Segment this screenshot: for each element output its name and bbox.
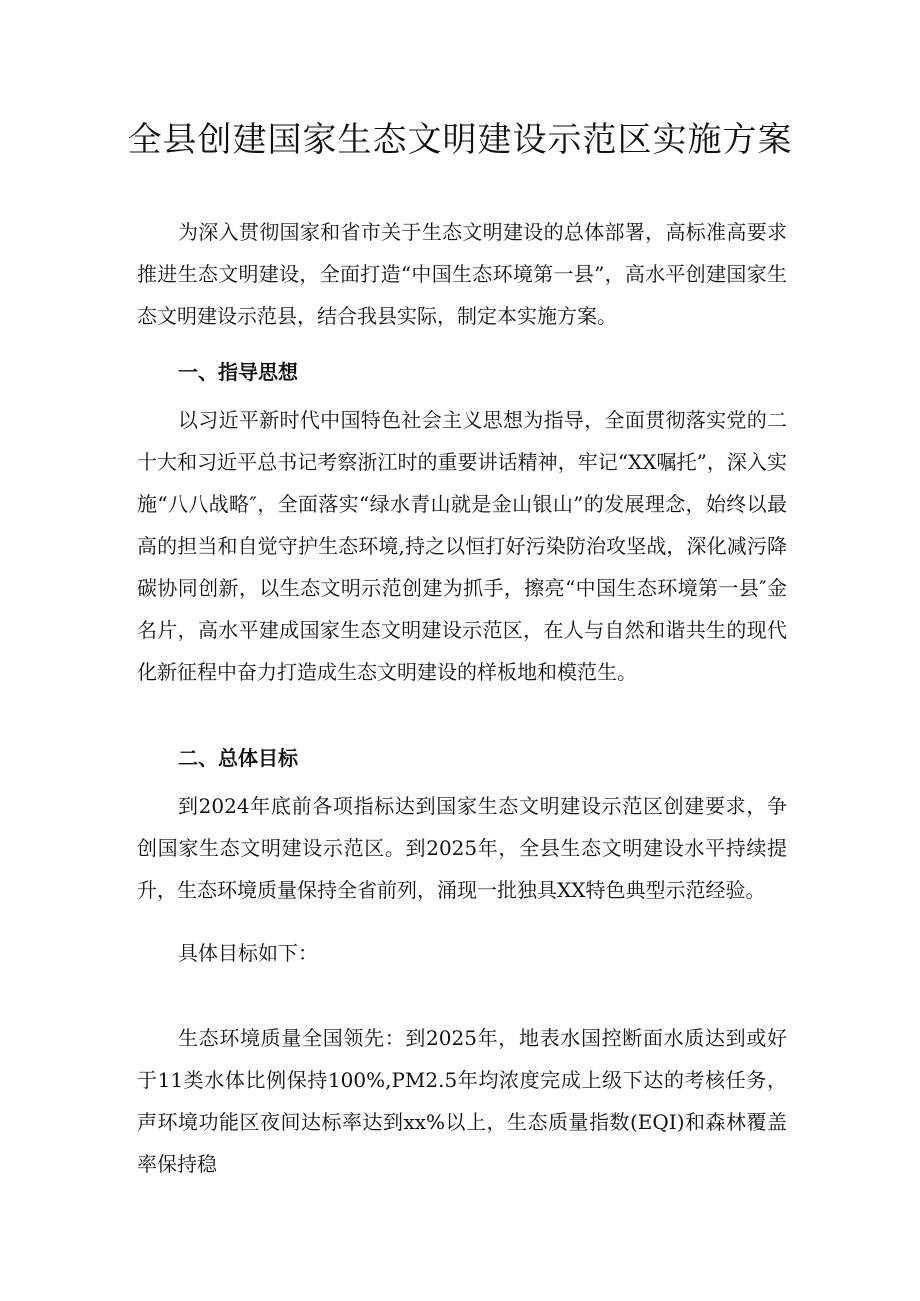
section-heading-overall-goals: 二、总体目标 [178, 746, 298, 770]
environment-quality-goal-paragraph: 生态环境质量全国领先：到2025年，地表水国控断面水质达到或好于11类水体比例保持100%,PM2.5年均浓度完成上级下达的考核任务，声环境功能区夜间达标率达到xx%以上，生态质量指数(EQI)和森林覆盖率保持稳 [137, 1026, 787, 1176]
guiding-ideology-paragraph: 以习近平新时代中国特色社会主义思想为指导，全面贯彻落实党的二十大和习近平总书记考察浙江时的重要讲话精神，牢记“XX嘱托”，深入实施“八八战略″，全面落实“绿水青山就是金山银山”的发展理念，始终以最高的担当和自觉守护生态环境,持之以恒打好污染防治攻坚战，深化减污降碳协同创新，以生态文明示范创建为抓手，擦亮“中国生态环境第一县″金名片，高水平建成国家生态文明建设示范区，在人与自然和谐共生的现代化新征程中奋力打造成生态文明建设的样板地和模范生。 [137, 408, 787, 684]
intro-paragraph: 为深入贯彻国家和省市关于生态文明建设的总体部署，高标准高要求推进生态文明建设，全面打造“中国生态环境第一县”，高水平创建国家生态文明建设示范县，结合我县实际，制定本实施方案。 [137, 220, 787, 328]
document-title: 全县创建国家生态文明建设示范区实施方案 [127, 120, 793, 160]
overall-goals-paragraph: 到2024年底前各项指标达到国家生态文明建设示范区创建要求，争创国家生态文明建设示范区。到2025年，全县生态文明建设水平持续提升，生态环境质量保持全省前列，涌现一批独具XX特色典型示范经验。 [137, 794, 787, 902]
section-heading-guiding-ideology: 一、指导思想 [178, 360, 298, 384]
specific-goals-intro: 具体目标如下： [178, 941, 318, 965]
